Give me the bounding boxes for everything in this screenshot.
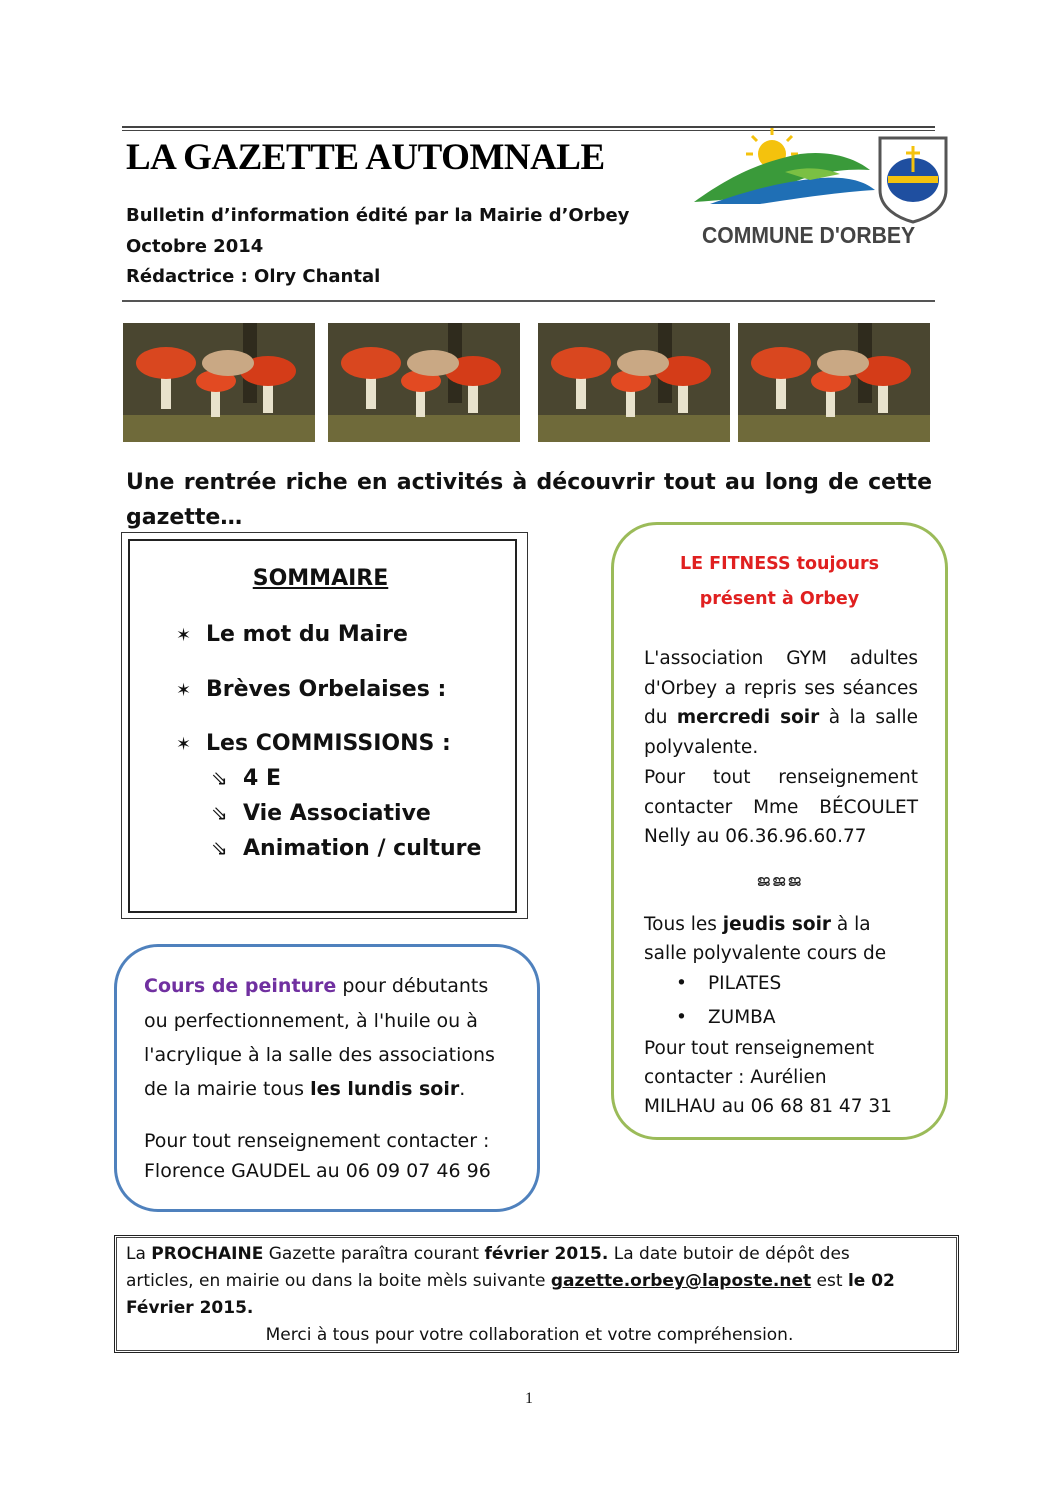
fitness-heading: LE FITNESS toujours [679, 554, 880, 574]
peinture-line [144, 1078, 465, 1100]
sommaire-item-label: Les COMMISSIONS : [206, 731, 451, 756]
next-issue-bold: février 2015. [484, 1244, 609, 1264]
next-issue-line [126, 1244, 933, 1264]
fitness-contact-paragraph: Pour tout renseignement contacter Mme BÉCOULET Nelly au 06.36.96.60.77 [644, 767, 918, 847]
issue-date: Octobre 2014 [126, 236, 264, 257]
peinture-text: de la mairie tous [144, 1078, 311, 1100]
next-issue-bold: Février 2015. [126, 1298, 254, 1318]
arrow-bullet-icon: ⇘ [211, 801, 228, 825]
page-number: 1 [525, 1390, 533, 1407]
fitness-jeudi-line [644, 914, 871, 935]
intro-text: Une rentrée riche en activités à découvrir tout au long de cette gazette… [126, 470, 932, 530]
fitness-line: Pour tout renseignement [644, 1038, 875, 1059]
fitness-line: contacter : Aurélien [644, 1067, 827, 1088]
sommaire-subitem-label: Vie Associative [243, 801, 431, 826]
star-bullet-icon: ✶ [176, 625, 192, 646]
peinture-line [144, 975, 488, 997]
ornament-divider: ജജജ [756, 871, 803, 890]
gazette-title: LA GAZETTE AUTOMNALE [126, 137, 605, 178]
sommaire-subitem [211, 801, 431, 826]
fitness-paragraph [644, 644, 918, 762]
sommaire-item-label: Le mot du Maire [206, 622, 408, 647]
sommaire-item-label: Brèves Orbelaises : [206, 677, 447, 702]
fitness-day: mercredi soir [676, 707, 820, 728]
next-issue-text: Gazette paraîtra courant [263, 1244, 485, 1264]
course-name: ZUMBA [708, 1007, 776, 1028]
logo-text: COMMUNE D'ORBEY [702, 222, 916, 248]
star-bullet-icon: ✶ [176, 680, 192, 701]
next-issue-text: est [811, 1271, 848, 1291]
mushroom-photo [738, 323, 930, 442]
mushroom-photo [123, 323, 315, 442]
next-issue-line [126, 1271, 933, 1291]
sommaire-subitem [211, 836, 481, 861]
course-list-item [676, 973, 781, 994]
dot-bullet-icon: • [676, 973, 687, 994]
email-link[interactable]: gazette.orbey@laposte.net [550, 1271, 812, 1291]
fitness-text: à la [831, 914, 871, 935]
arrow-bullet-icon: ⇘ [211, 836, 228, 860]
sommaire-title: SOMMAIRE [252, 566, 389, 591]
next-issue-bold: PROCHAINE [151, 1244, 264, 1264]
bulletin-line: Bulletin d’information édité par la Mairie d’Orbey [126, 205, 630, 226]
next-issue-text: La [126, 1244, 152, 1264]
course-list-item [676, 1007, 776, 1028]
sommaire-subitem [211, 766, 281, 791]
fitness-text: à la salle polyvalente. [644, 707, 919, 758]
fitness-line: MILHAU au 06 68 81 47 31 [644, 1096, 892, 1117]
star-bullet-icon: ✶ [176, 734, 192, 755]
sommaire-subitem-label: Animation / culture [243, 836, 482, 861]
fitness-text: L'association GYM adultes d'Orbey a repris ses séances du [644, 648, 918, 728]
fitness-day: jeudis soir [722, 914, 832, 935]
peinture-text: . [459, 1078, 466, 1100]
header-bottom-rule [122, 300, 935, 302]
arrow-bullet-icon: ⇘ [211, 766, 228, 790]
peinture-highlight: Cours de peinture [144, 975, 337, 997]
peinture-line: l'acrylique à la salle des associations [144, 1044, 495, 1066]
commune-logo [690, 124, 952, 254]
next-issue-text: La date butoir de dépôt des [608, 1244, 850, 1264]
next-issue-text: articles, en mairie ou dans la boite mèls suivante [126, 1271, 551, 1291]
fitness-line: salle polyvalente cours de [644, 943, 887, 964]
dot-bullet-icon: • [676, 1007, 687, 1028]
editor-line: Rédactrice : Olry Chantal [126, 266, 381, 287]
fitness-text: Tous les [644, 914, 723, 935]
sommaire-item [176, 677, 446, 702]
course-name: PILATES [708, 973, 782, 994]
sommaire-item [176, 622, 408, 647]
peinture-day: les lundis soir [310, 1078, 460, 1100]
sommaire-subitem-label: 4 E [243, 766, 281, 791]
next-issue-line [126, 1298, 933, 1318]
peinture-contact: Florence GAUDEL au 06 09 07 46 96 [144, 1160, 491, 1182]
thanks-line: Merci à tous pour votre collaboration et votre compréhension. [265, 1325, 794, 1345]
fitness-heading-line2: présent à Orbey [699, 589, 860, 609]
sommaire-item [176, 731, 451, 756]
peinture-contact: Pour tout renseignement contacter : [144, 1130, 490, 1152]
mushroom-photo [328, 323, 520, 442]
next-issue-bold: le 02 [847, 1271, 895, 1291]
crest-icon [880, 138, 946, 222]
mushroom-photo [538, 323, 730, 442]
peinture-text: pour débutants [336, 975, 489, 997]
peinture-line: ou perfectionnement, à l'huile ou à [144, 1010, 478, 1032]
